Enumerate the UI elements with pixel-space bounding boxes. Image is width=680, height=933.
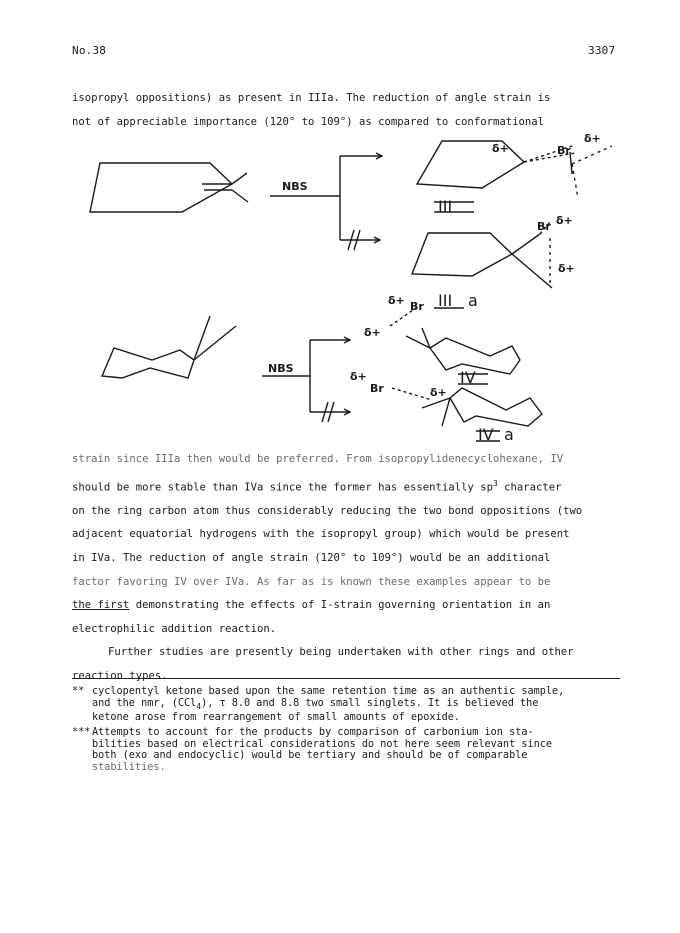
ring-IIIa — [412, 233, 512, 276]
compound-label-IV: IV — [460, 368, 476, 387]
text-line: adjacent equatorial hydrogens with the isopropyl group) which would be present — [72, 528, 570, 541]
footnote-double-star — [72, 686, 564, 724]
compound-label-suffix: a — [504, 425, 514, 444]
footnote-line: stabilities. — [92, 761, 166, 773]
footnote-line: bilities based on electrical considerations do not here seem relevant since — [92, 738, 553, 750]
compound-label-suffix: a — [468, 291, 478, 310]
ring-IVa — [450, 388, 542, 426]
isopropyl-arms — [232, 173, 248, 202]
page-number: 3307 — [588, 44, 616, 57]
reagent-nbs-bottom: NBS — [268, 362, 294, 375]
cyclopentylidene-ring — [90, 163, 232, 212]
text-span: demonstrating the effects of I-strain governing orientation in an — [135, 599, 551, 612]
text-line: on the ring carbon atom thus considerably reducing the two bond oppositions (two — [72, 504, 583, 517]
footnote-marker: *** — [72, 727, 91, 738]
footnote-line: ketone arose from rearrangement of small amounts of epoxide. — [92, 712, 461, 724]
footnote-line — [72, 698, 564, 713]
text-line: electrophilic addition reaction. — [72, 622, 277, 635]
text-line: in IVa. The reduction of angle strain (120° to 109°) would be an additional — [72, 551, 551, 564]
delta-plus-label: δ+ — [492, 142, 509, 155]
text-line: strain since IIIa then would be preferred. From isopropylidenecyclohexane, IV — [72, 453, 564, 465]
bromine-label: Br — [537, 220, 551, 233]
branch-arrow-bottom — [262, 340, 350, 412]
delta-plus-label: δ+ — [556, 214, 573, 227]
footnote-line: Attempts to account for the products by comparison of carbonium ion sta- — [92, 727, 534, 738]
compound-label-IIIa: III — [438, 291, 453, 310]
delta-plus-label: δ+ — [364, 326, 381, 339]
cyclohexylidene-ring — [102, 348, 194, 378]
text-line: Further studies are presently being undertaken with other rings and other — [108, 646, 574, 659]
footnote-marker: ** — [72, 686, 85, 697]
footnote-line: cyclopentyl ketone based upon the same retention time as an authentic sample, — [92, 686, 565, 697]
bromine-label: Br — [557, 144, 571, 157]
delta-plus-label: δ+ — [388, 294, 405, 307]
compound-label-III: III — [438, 197, 453, 216]
footnote-triple-star — [72, 727, 552, 773]
delta-plus-label: δ+ — [584, 132, 601, 145]
text-line: factor favoring IV over IVa. As far as is known these examples appear to be — [72, 575, 551, 588]
text-line: not of appreciable importance (120° to 109°) as compared to conformational — [72, 115, 544, 128]
reaction-scheme — [72, 126, 632, 450]
subscript-4: 4 — [196, 701, 202, 711]
delta-plus-label: δ+ — [430, 386, 447, 399]
reagent-nbs-top: NBS — [282, 180, 308, 193]
text-line — [72, 472, 632, 500]
bromine-label: Br — [370, 382, 384, 395]
text-line: isopropyl oppositions) as present in IIIa. The reduction of angle strain is — [72, 92, 551, 104]
footnote-line: both (exo and endocyclic) would be tertiary and should be of comparable — [92, 750, 528, 761]
emphasis-the-first: the first — [72, 599, 130, 612]
text-span: and the nmr, (CCl — [92, 697, 197, 709]
text-line — [72, 594, 632, 618]
text-line: reaction types. — [72, 669, 168, 682]
branch-arrow-top — [270, 156, 382, 240]
text-span: should be more stable than IVa since the former has essentially sp — [72, 481, 493, 494]
running-header-journal: No.38 — [72, 44, 107, 57]
delta-plus-label: δ+ — [558, 262, 575, 275]
paragraph-body — [72, 448, 632, 688]
bromine-label: Br — [410, 300, 424, 313]
superscript-3: 3 — [492, 478, 498, 488]
delta-plus-label: δ+ — [350, 370, 367, 383]
footnote-divider — [72, 678, 620, 679]
text-span: character — [497, 481, 562, 494]
compound-label-IVa: IV — [478, 425, 494, 444]
isopropylidene — [194, 316, 236, 360]
text-span: ), τ 8.0 and 8.8 two small singlets. It is believed the — [201, 697, 539, 709]
